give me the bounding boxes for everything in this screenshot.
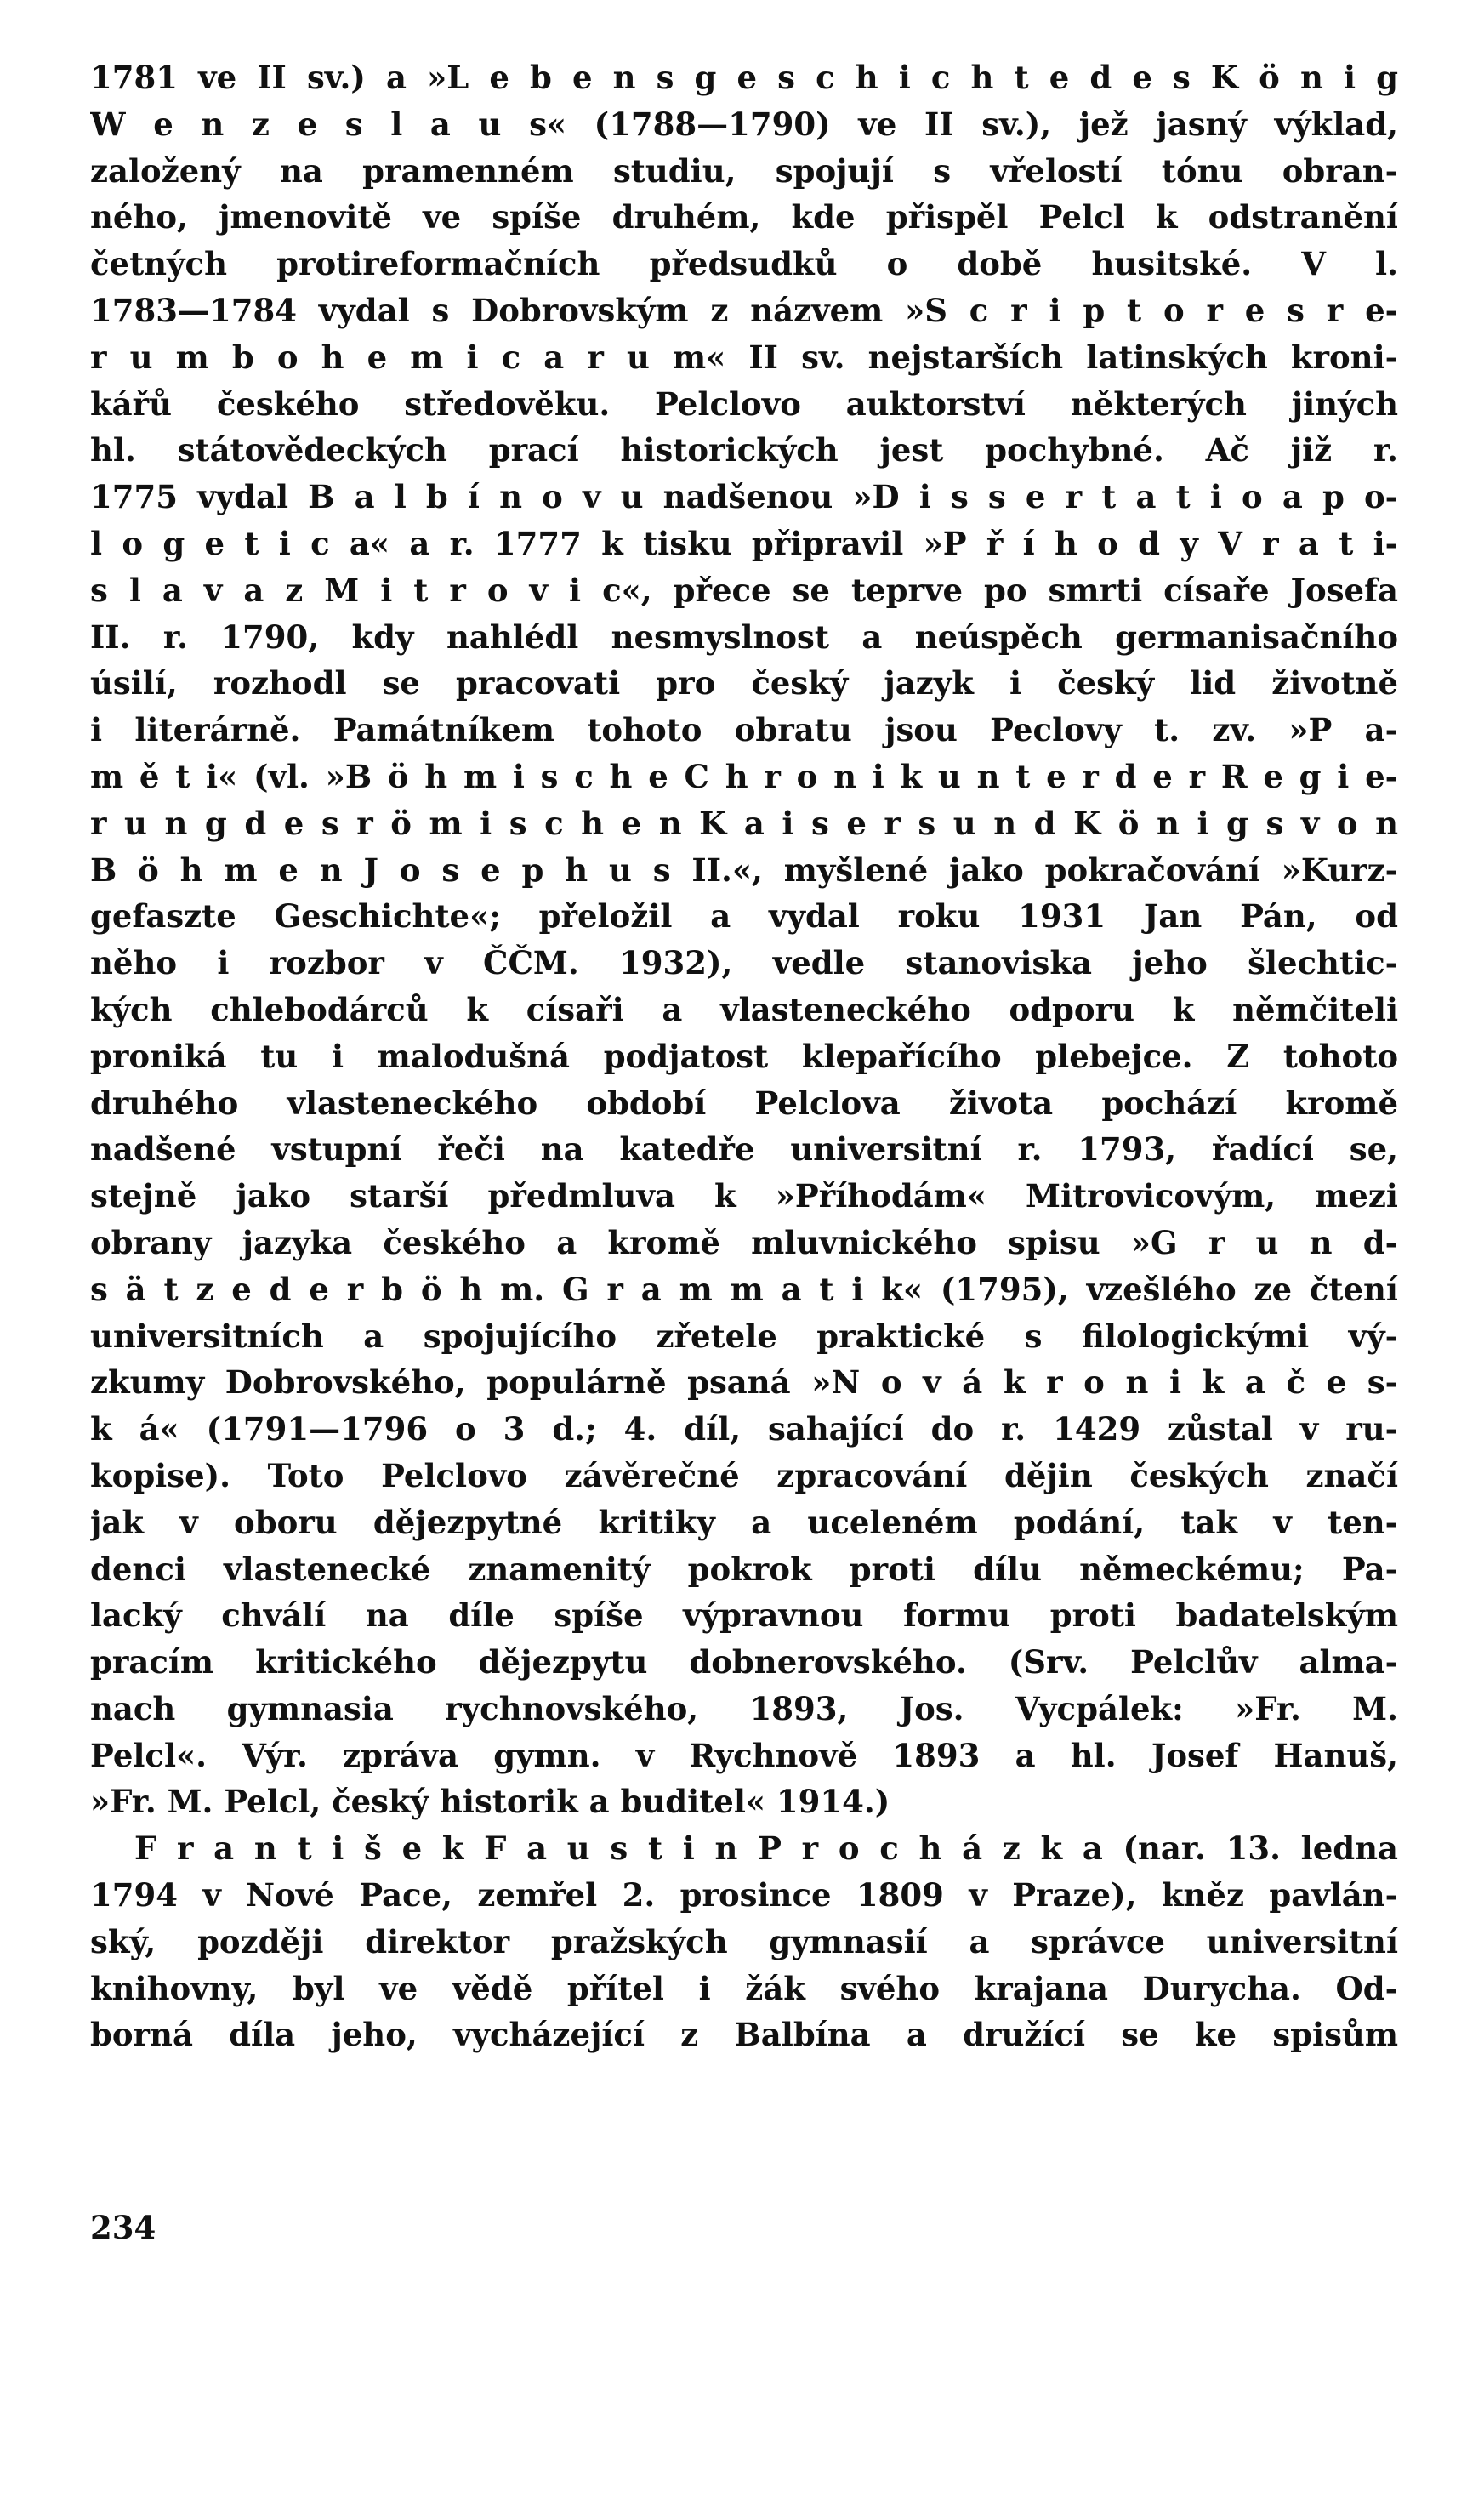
text-line: hl. státovědeckých prací historických jest pochybné. Ač již r. [90, 431, 1398, 469]
text-line: k á« (1791—1796 o 3 d.; 4. díl, sahající do r. 1429 zůstal v ru- [90, 1410, 1398, 1448]
text-line: i literárně. Památníkem tohoto obratu jsou Peclovy t. zv. »P a- [90, 711, 1398, 749]
text-line: gefaszte Geschichte«; přeložil a vydal roku 1931 Jan Pán, od [90, 897, 1398, 936]
text-line: knihovny, byl ve vědě přítel i žák svého krajana Durycha. Od- [90, 1969, 1398, 2007]
text-line: m ě t i« (vl. »B ö h m i s c h e C h r o n i k u n t e r d e r R e g i e- [90, 757, 1398, 795]
paragraph-end-line: »Fr. M. Pelcl, český historik a buditel« 1914.) [90, 1783, 890, 1821]
text-line: nach gymnasia rychnovského, 1893, Jos. Vycpálek: »Fr. M. [90, 1689, 1398, 1727]
text-line: založený na pramenném studiu, spojují s vřelostí tónu obran- [90, 151, 1398, 190]
page-number: 234 [90, 2209, 156, 2246]
text-line: obrany jazyka českého a kromě mluvnického spisu »G r u n d- [90, 1223, 1398, 1261]
paragraph-start-line: F r a n t i š e k F a u s t i n P r o c h á z k a (nar. 13. ledna [134, 1829, 1398, 1868]
text-line: W e n z e s l a u s« (1788—1790) ve II sv.), jež jasný výklad, [90, 105, 1398, 143]
text-line: nadšené vstupní řeči na katedře universitní r. 1793, řadící se, [90, 1130, 1398, 1169]
text-line: pracím kritického dějezpytu dobnerovského. (Srv. Pelclův alma- [90, 1643, 1398, 1681]
text-line: ného, jmenovitě ve spíše druhém, kde přispěl Pelcl k odstranění [90, 198, 1398, 236]
text-line: r u m b o h e m i c a r u m« II sv. nejstarších latinských kroni- [90, 338, 1398, 376]
text-line: kopise). Toto Pelclovo závěrečné zpracování dějin českých značí [90, 1456, 1398, 1494]
text-line: kářů českého středověku. Pelclovo auktorství některých jiných [90, 384, 1398, 423]
text-line: něho i rozbor v ČČM. 1932), vedle stanoviska jeho šlechtic- [90, 944, 1398, 982]
text-line: ský, později direktor pražských gymnasií a správce universitní [90, 1922, 1398, 1960]
text-line: 1781 ve II sv.) a »L e b e n s g e s c h i c h t e d e s K ö n i g [90, 59, 1398, 96]
text-line: denci vlastenecké znamenitý pokrok proti dílu německému; Pa- [90, 1550, 1398, 1588]
text-line: zkumy Dobrovského, populárně psaná »N o v á k r o n i k a č e s- [90, 1363, 1398, 1402]
body-text [90, 54, 1398, 2058]
text-line: 1775 vydal B a l b í n o v u nadšenou »D i s s e r t a t i o a p o- [90, 478, 1398, 516]
text-line: úsilí, rozhodl se pracovati pro český jazyk i český lid životně [90, 664, 1398, 703]
text-line: s ä t z e d e r b ö h m. G r a m m a t i k« (1795), vzešlého ze čtení [90, 1270, 1398, 1308]
text-line: r u n g d e s r ö m i s c h e n K a i s e r s u n d K ö n i g s v o n [90, 804, 1398, 842]
text-line: proniká tu i malodušná podjatost klepařícího plebejce. Z tohoto [90, 1037, 1398, 1075]
text-line: l o g e t i c a« a r. 1777 k tisku připravil »P ř í h o d y V r a t i- [90, 524, 1398, 562]
text-line: s l a v a z M i t r o v i c«, přece se teprve po smrti císaře Josefa [90, 571, 1398, 609]
text-line: lacký chválí na díle spíše výpravnou formu proti badatelským [90, 1596, 1398, 1635]
text-line: universitních a spojujícího zřetele praktické s filologickými vý- [90, 1317, 1398, 1355]
text-line: borná díla jeho, vycházející z Balbína a družící se ke spisům [90, 2016, 1398, 2054]
text-line: B ö h m e n J o s e p h u s II.«, myšlené jako pokračování »Kurz- [90, 851, 1398, 889]
text-line: četných protireformačních předsudků o době husitské. V l. [90, 245, 1398, 283]
text-line: II. r. 1790, kdy nahlédl nesmyslnost a neúspěch germanisačního [90, 617, 1398, 656]
text-line: druhého vlasteneckého období Pelclova života pochází kromě [90, 1084, 1398, 1122]
text-line: 1783—1784 vydal s Dobrovským z názvem »S c r i p t o r e s r e- [90, 291, 1398, 329]
text-line: Pelcl«. Výr. zpráva gymn. v Rychnově 1893 a hl. Josef Hanuš, [90, 1736, 1398, 1774]
text-line: jak v oboru dějezpytné kritiky a uceleném podání, tak v ten- [90, 1503, 1398, 1541]
text-line: 1794 v Nové Pace, zemřel 2. prosince 1809 v Praze), kněz pavlán- [90, 1876, 1398, 1915]
text-line: kých chlebodárců k císaři a vlasteneckého odporu k němčiteli [90, 990, 1398, 1028]
text-line: stejně jako starší předmluva k »Příhodám« Mitrovicovým, mezi [90, 1177, 1398, 1215]
